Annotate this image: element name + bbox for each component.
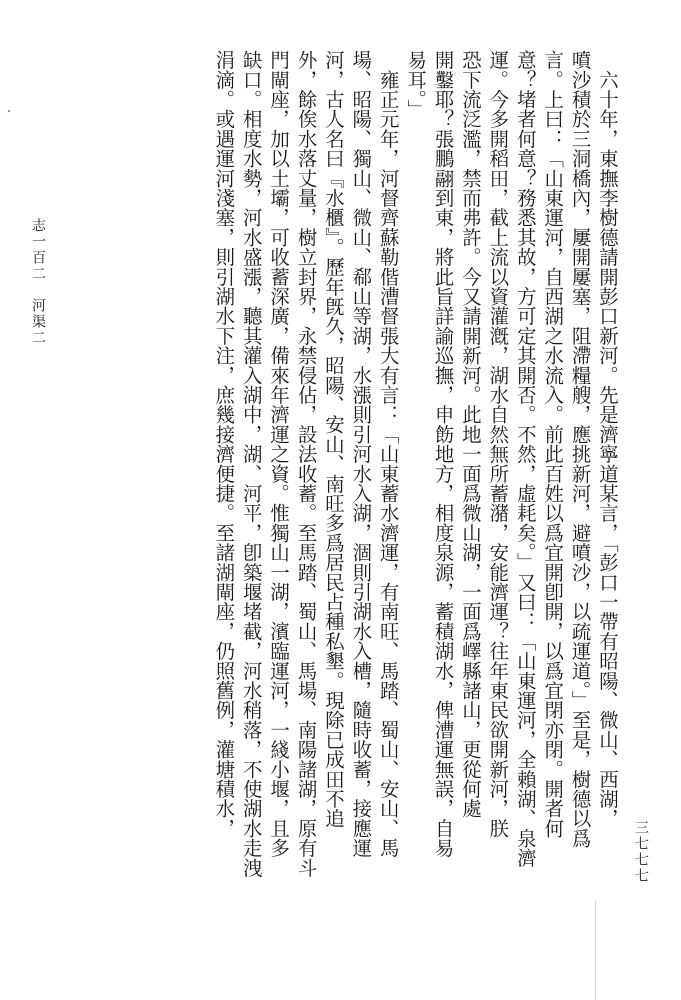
text-column: 運。今多開稻田，截上流以資灌漑，湖水自然無所蓄潴，安能濟運？往年東民欲開新河，朕 xyxy=(486,50,510,838)
text-column: 缺口。相度水勢，河水盛漲，聽其灌入湖中，湖、河平，卽築堰堵截，河水稍落，不使湖水走洩 xyxy=(239,50,263,878)
text-column: 河，古人名曰『水櫃』。歷年旣久，昭陽、安山、南旺多爲居民占種私墾。現除已成田不追 xyxy=(321,50,345,829)
scan-speck xyxy=(8,110,10,112)
text-column: 場、昭陽、獨山、微山、郗山等湖，水漲則引河水入湖，涸則引湖水入槽，隨時收蓄，接應運 xyxy=(349,50,373,858)
text-column: 意？堵者何意？務悉其故，方可定其開否。不然，虛耗矣。」又曰：「山東運河，全賴湖、泉濟 xyxy=(513,50,537,868)
text-column: 涓滴。或遇運河淺塞，則引湖水下注，庶幾接濟便捷。至諸湖閘座，仍照舊例，灌塘積水， xyxy=(212,50,236,838)
page-number: 三七七七 xyxy=(633,820,649,884)
text-column: 門閘座，加以土壩，可收蓄深廣，備來年濟運之資。惟獨山一湖，濱臨運河，一綫小堰，且多 xyxy=(267,50,291,858)
text-column: 恐下流泛濫，禁而弗許。今又請開新河。此地一面爲微山湖，一面爲嶧縣諸山，更從何處 xyxy=(458,50,482,819)
text-column: 雍正元年，河督齊蘇勒偕漕督張大有言：「山東蓄水濟運，有南旺、馬踏、蜀山、安山、馬 xyxy=(376,50,400,858)
text-column: 開鑿耶？張鵬翮到東，將此旨詳諭巡撫，申飭地方，相度泉源，蓄積湖水，俾漕運無誤，自易 xyxy=(431,50,455,858)
text-column: 言。上曰：「山東運河，自西湖之水流入。前此百姓以爲宜開卽開，以爲宜閉亦閉。開者何 xyxy=(541,50,565,838)
text-column: 噴沙積於三洞橋內，屢開屢塞，阻滯糧艘，應挑新河，避噴沙，以疏運道。」至是，樹德以爲 xyxy=(568,50,592,848)
text-column: 易耳。」 xyxy=(404,50,428,120)
text-column: 六十年，東撫李樹德請開彭口新河。先是濟寧道某言，「彭口一帶有昭陽、微山、西湖， xyxy=(596,50,619,829)
page-fold-line xyxy=(595,900,596,1000)
running-head: 志一百二 河渠二 xyxy=(30,218,46,346)
body-text xyxy=(210,50,621,936)
text-column: 外，餘俟水落丈量，樹立封界，永禁侵佔，設法收蓄。至馬踏、蜀山、馬場、南陽諸湖，原有斗 xyxy=(294,50,318,878)
